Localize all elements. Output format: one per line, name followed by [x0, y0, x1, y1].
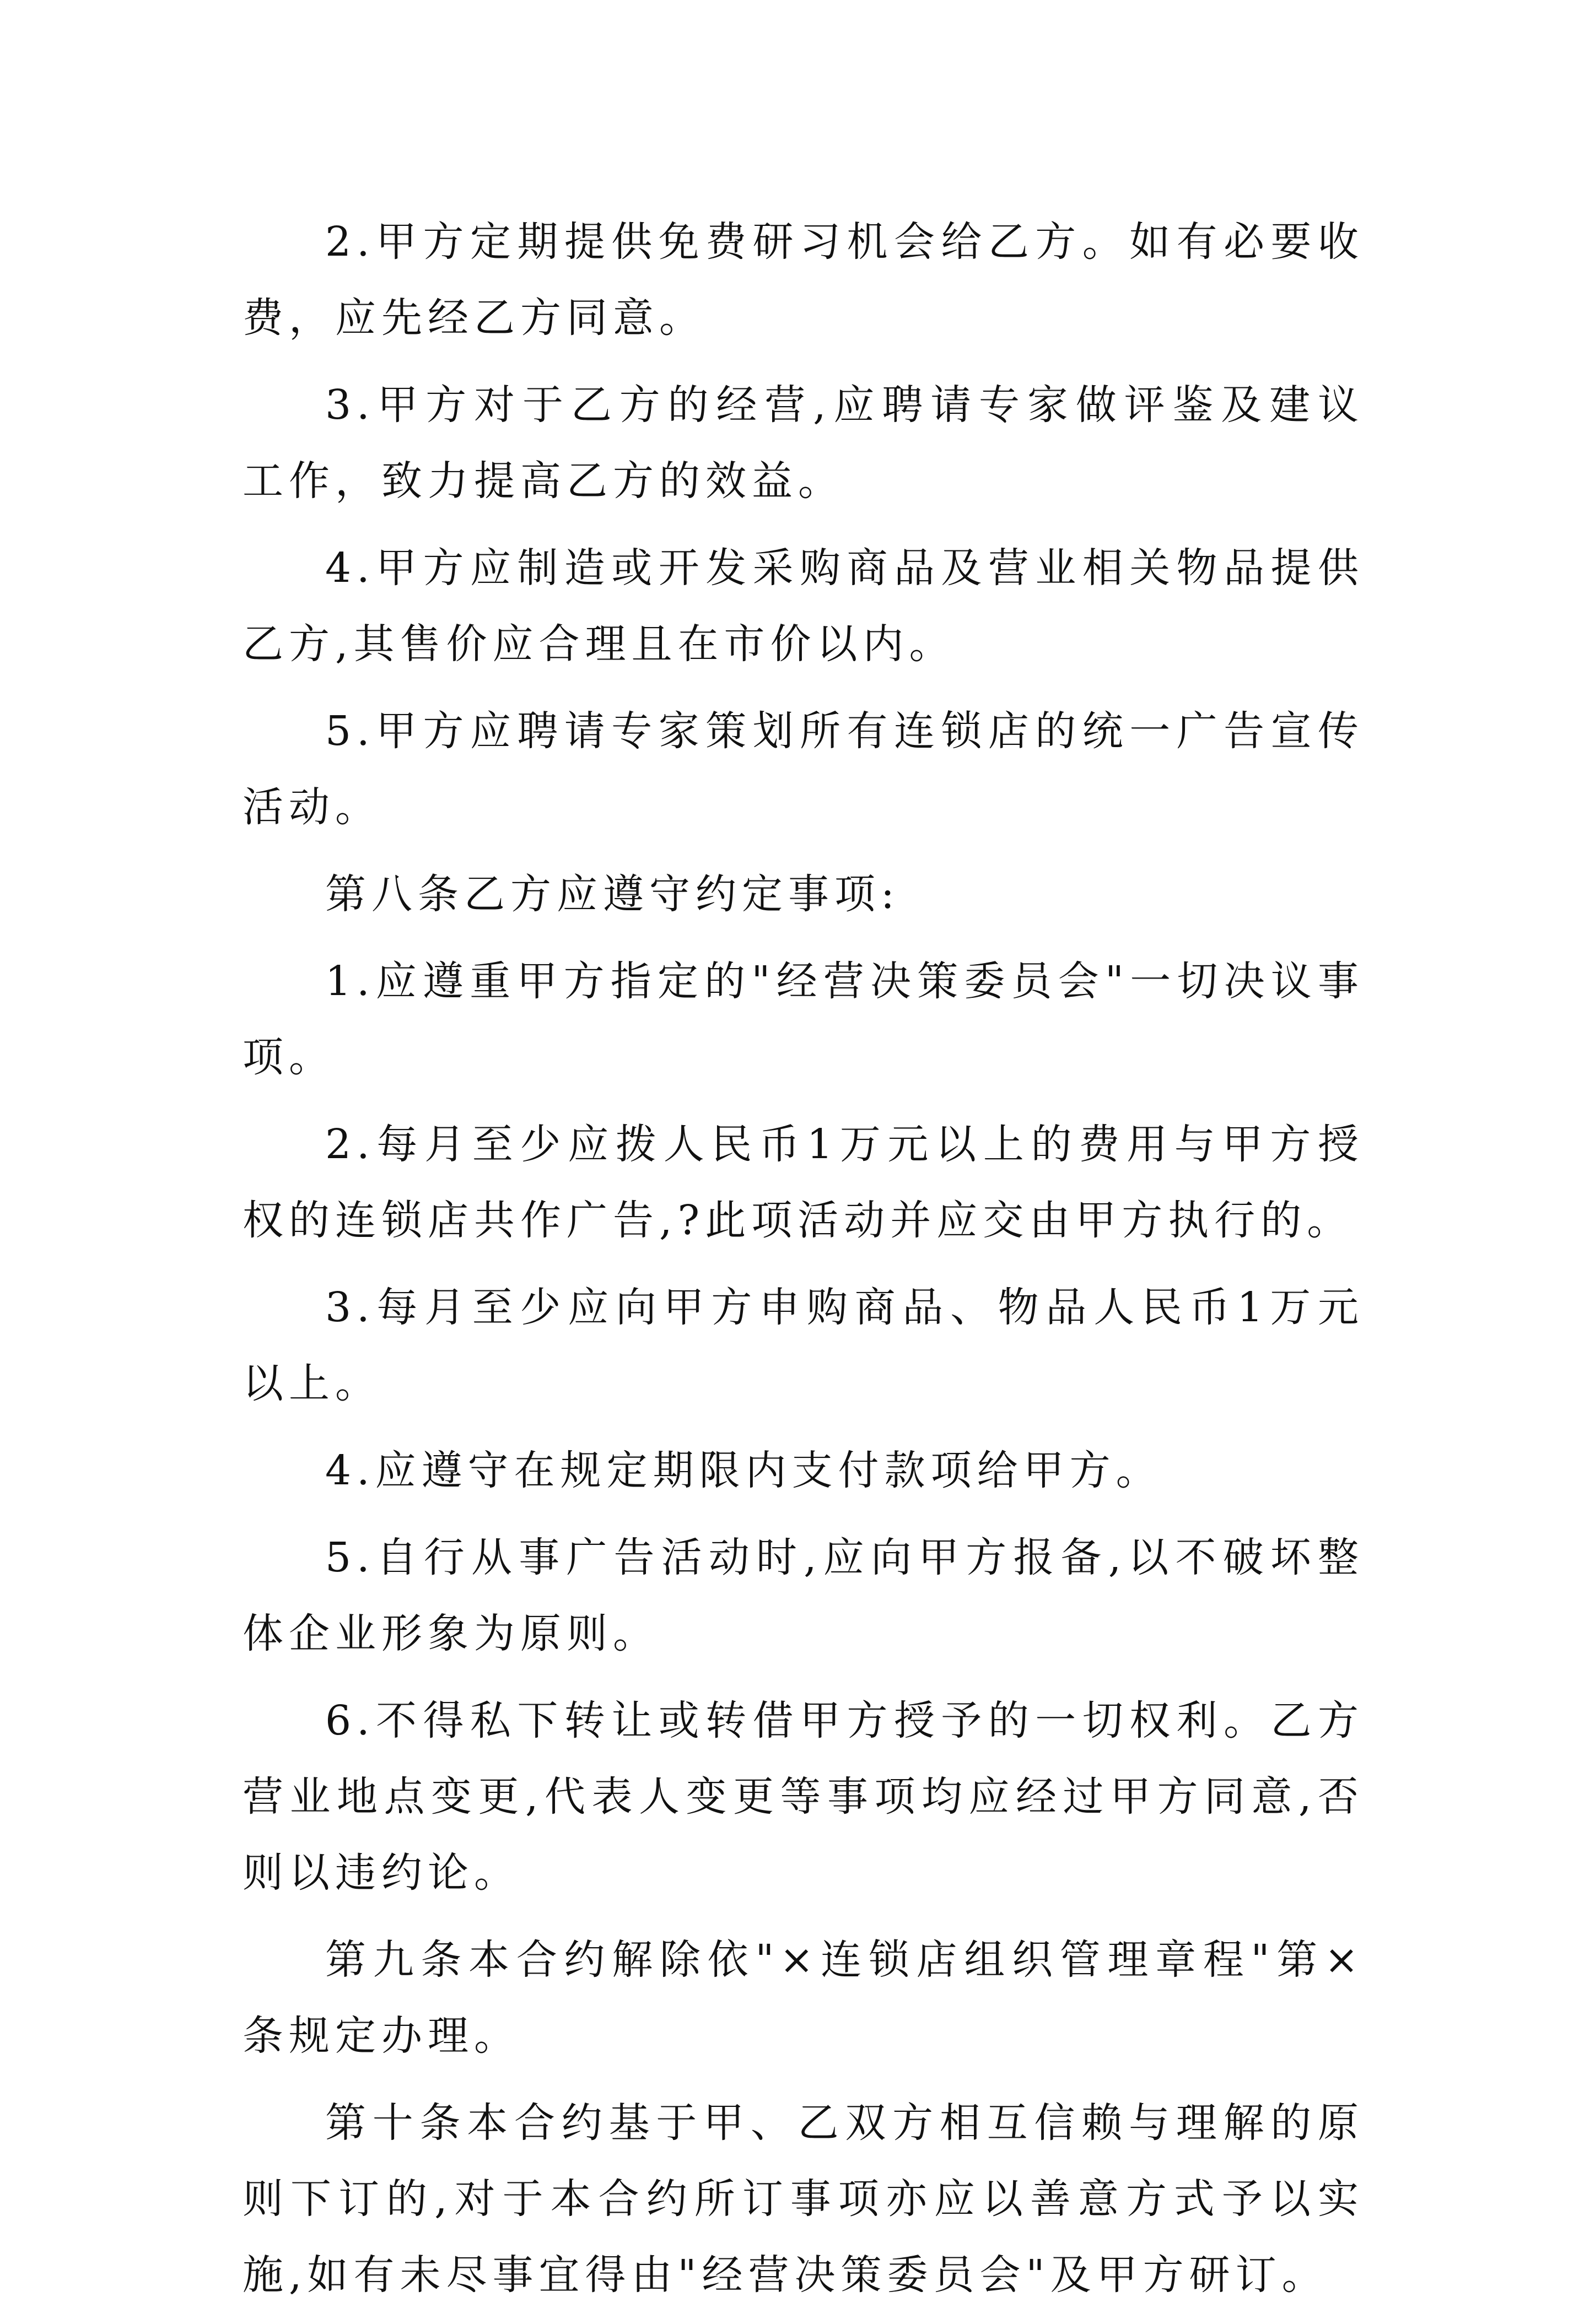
article-paragraph: 第十条本合约基于甲、乙双方相互信赖与理解的原则下订的,对于本合约所订事项亦应以善意方式予以实施,如有未尽事宜得由"经营决策委员会"及甲方研订。	[243, 2099, 1364, 2299]
clause-paragraph: 5.甲方应聘请专家策划所有连锁店的统一广告宣传活动。	[243, 707, 1364, 831]
article-paragraph: 第九条本合约解除依"×连锁店组织管理章程"第×条规定办理。	[243, 1936, 1364, 2060]
clause-paragraph: 3.甲方对于乙方的经营,应聘请专家做评鉴及建议工作，致力提高乙方的效益。	[243, 381, 1364, 505]
article-heading: 第八条乙方应遵守约定事项:	[325, 871, 900, 918]
clause-paragraph: 2.甲方定期提供免费研习机会给乙方。如有必要收费，应先经乙方同意。	[243, 218, 1364, 342]
clause-paragraph: 2.每月至少应拨人民币1万元以上的费用与甲方授权的连锁店共作广告,?此项活动并应交由甲方执行的。	[243, 1121, 1364, 1244]
clause-paragraph: 6.不得私下转让或转借甲方授予的一切权利。乙方营业地点变更,代表人变更等事项均应经过甲方同意,否则以违约论。	[243, 1697, 1364, 1896]
clause-paragraph: 3.每月至少应向甲方申购商品、物品人民币1万元以上。	[243, 1284, 1364, 1407]
document-body	[243, 204, 1364, 2324]
clause-paragraph: 5.自行从事广告活动时,应向甲方报备,以不破坏整体企业形象为原则。	[243, 1534, 1364, 1657]
clause-paragraph: 4.甲方应制造或开发采购商品及营业相关物品提供乙方,其售价应合理且在市价以内。	[243, 544, 1364, 668]
clause-paragraph: 4.应遵守在规定期限内支付款项给甲方。	[325, 1447, 1162, 1494]
clause-paragraph: 1.应遵重甲方指定的"经营决策委员会"一切决议事项。	[243, 958, 1364, 1081]
